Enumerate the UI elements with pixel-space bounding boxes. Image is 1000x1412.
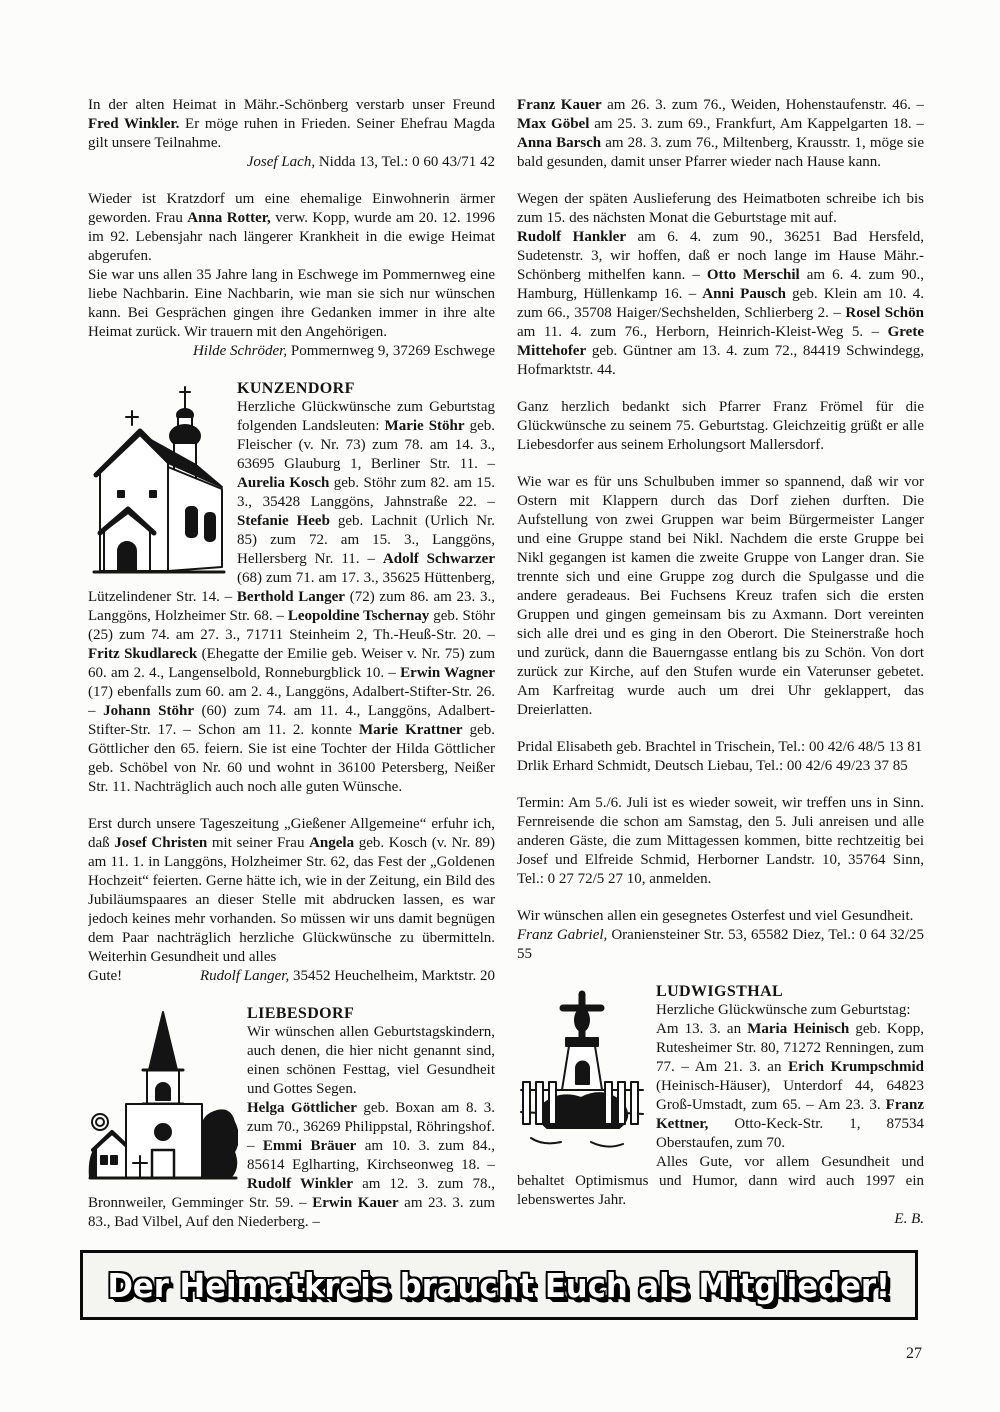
golden-wedding-closing: Gute! bbox=[88, 968, 123, 984]
membership-banner bbox=[80, 1250, 918, 1320]
klappern-story bbox=[517, 473, 924, 720]
golden-wedding-signature: Rudolf Langer, 35452 Heuchelheim, Marktstr. 20 bbox=[200, 968, 495, 984]
golden-wedding-text: Erst durch unsere Tageszeitung „Gießener Allgemeine“ erfuhr ich, daß Josef Christen mit seiner Frau Angela geb. Kosch (v. Nr. 89) am 11. 1. in Langgöns, Holzheimer Str. 62, das Fest der „Goldenen Hochzeit“ feierten. Gerne hätte ich, wie in der Zeitung, ein Bild des Jubiläumspaares an dieser Stelle mit abdrucken lassen, es war jedoch keines mehr vorhanden. So müssen wir uns damit begnügen dem Paar nachträglich herzliche Glückwünsche zu übermitteln. Weiterhin Gesundheit und alles bbox=[88, 816, 495, 965]
liebesdorf-church-illustration bbox=[88, 1006, 238, 1184]
left-column bbox=[88, 96, 495, 1248]
membership-banner-text: Der Heimatkreis braucht Euch als Mitglieder! bbox=[107, 1265, 891, 1305]
birthdays-continued-text: Franz Kauer am 26. 3. zum 76., Weiden, Hohenstaufenstr. 46. – Max Göbel am 25. 3. zum 69., Frankfurt, Am Kappelgarten 18. – Anna Barsch am 28. 3. zum 76., Miltenberg, Krausstr. 1, möge sie bald gesunden, damit unser Pfarrer wieder nach Hause kann. bbox=[517, 97, 924, 170]
birthdays-continued bbox=[517, 96, 924, 172]
ludwigsthal-heading: LUDWIGSTHAL bbox=[656, 983, 784, 1000]
obituary-rotter bbox=[88, 190, 495, 361]
liebesdorf-birthday-text: Helga Göttlicher geb. Boxan am 8. 3. zum 70., 36269 Philippstal, Röhringshof. – Emmi Bräuer am 10. 3. zum 84., 85614 Eglharting, Kirchseonweg 18. – Rudolf Winkler am 12. 3. zum 78., Bronnweiler, Gemminger Str. 59. – Erwin Kauer am 23. 3. zum 83., Bad Vilbel, Auf den Niederberg. – bbox=[88, 1100, 496, 1230]
contact-drlik: Drlik Erhard Schmidt, Deutsch Liebau, Tel.: 00 42/6 49/23 37 85 bbox=[517, 758, 908, 774]
obituary-winkler bbox=[88, 96, 495, 172]
klappern-story-text: Wie war es für uns Schulbuben immer so spannend, daß wir vor Ostern mit Klappern durch das Dorf ziehen durften. Die Aufstellung von zwei Gruppen war beim Bürgermeister Langer und eine Gruppe stand bei Nikl. Nachdem die erste Gruppe bei Nikl gegangen ist kamen die zweite Gruppe von Langer dran. Sie trennte sich und eine Gruppe zog durch die Spulgasse und die andere geradeaus. Bei Fuchsens Kreuz trafen sich die ersten Gruppen und gingen gemeinsam bis zu Axmann. Dort vereinten sich alle drei und es ging in den Oberort. Die Steinerstraße hoch und zurück, dann die Bauerngasse entlang bis zu Schön. Von dort zurück zur Kirche, auf den Stufen wurde ein Vaterunser gebetet. Am Karfreitag wurde auch um drei Uhr geklappert, das Dreierlatten. bbox=[517, 474, 924, 718]
kunzendorf-heading: KUNZENDORF bbox=[237, 380, 355, 397]
late-delivery-text: Wegen der späten Auslieferung des Heimatboten schreibe ich bis zum 15. des nächsten Monat die Geburtstage mit auf. bbox=[517, 191, 924, 226]
kunzendorf-birthday-text: Herzliche Glückwünsche zum Geburtstag folgenden Landsleuten: Marie Stöhr geb. Fleischer (v. Nr. 73) zum 78. am 14. 3., 63695 Glauburg 1, Berliner Str. 11. – Aurelia Kosch geb. Stöhr zum 82. am 15. 3., 35428 Langgöns, Jahnstraße 22. – Stefanie Heeb geb. Lachnit (Urlich Nr. 85) zum 72. am 15. 3., Langgöns, Hellersberg Nr. 11. – Adolf Schwarzer (68) zum 71. am 17. 3., 35625 Hüttenberg, Lützelindener Str. 14. – Berthold Langer (72) zum 86. am 23. 3., Langgöns, Holzheimer Str. 68. – Leopoldine Tschernay geb. Stöhr (25) zum 74. am 27. 3., 71711 Steinheim 2, Th.-Heuß-Str. 20. – Fritz Skudlareck (Ehegatte der Emilie geb. Weiser v. Nr. 75) zum 60. am 2. 4., Langenselbold, Ronneburgblick 10. – Erwin Wagner (17) ebenfalls zum 60. am 2. 4., Langgöns, Adalbert-Stifter-Str. 26. – Johann Stöhr (60) zum 74. am 11. 4., Langgöns, Adalbert-Stifter-Str. 17. – Schon am 11. 2. konnte Marie Krattner geb. Göttlicher den 65. feiern. Sie ist eine Tochter der Hilda Göttlicher geb. Schöbel von Nr. 60 und wohnt in 36100 Petersberg, Neißer Str. 11. Nachträglich auch noch alle guten Wünsche. bbox=[88, 399, 496, 795]
section-liebesdorf bbox=[88, 1004, 495, 1232]
obituary-rotter-signature: Hilde Schröder, Pommernweg 9, 37269 Eschwege bbox=[192, 343, 495, 359]
section-ludwigsthal bbox=[517, 982, 924, 1229]
two-column-text-area bbox=[88, 96, 924, 1248]
golden-wedding-closing-line bbox=[88, 967, 495, 986]
froemel-thanks-note bbox=[517, 398, 924, 455]
termin-note bbox=[517, 794, 924, 889]
april-birthdays-text: Rudolf Hankler am 6. 4. zum 90., 36251 Bad Hersfeld, Sudetenstr. 3, wir hoffen, daß er noch lange im Hause Mähr.-Schönberg mithelfen kann. – Otto Merschil am 6. 4. zum 90., Hamburg, Hüllenkamp 16. – Anni Pausch geb. Klein am 10. 4. zum 66., 35708 Haiger/Sechshelden, Schlierberg 2. – Rosel Schön am 11. 4. zum 76., Herborn, Heinrich-Kleist-Weg 5. – Grete Mittehofer geb. Güntner am 13. 4. zum 72., 84419 Schwindegg, Hofmarktstr. 44. bbox=[517, 229, 924, 378]
contact-pridal: Pridal Elisabeth geb. Brachtel in Trischein, Tel.: 00 42/6 48/5 13 81 bbox=[517, 739, 923, 755]
ludwigsthal-closing-text: Alles Gute, vor allem Gesundheit und behaltet Optimismus und Humor, dann wird auch 1997 ein lebenswertes Jahr. bbox=[517, 1154, 924, 1208]
easter-wishes-text: Wir wünschen allen ein gesegnetes Osterfest und viel Gesundheit. bbox=[517, 908, 914, 924]
froemel-thanks-text: Ganz herzlich bedankt sich Pfarrer Franz Frömel für die Glückwünsche zu seinem 75. Geburtstag. Gleichzeitig grüßt er alle Liebesdorfer aus seinem Erholungsort Mallersdorf. bbox=[517, 399, 924, 453]
contact-addresses bbox=[517, 738, 924, 776]
liebesdorf-intro-text: Wir wünschen allen Geburtstagskindern, auch denen, die hier nicht genannt sind, einen schönen Festtag, viel Gesundheit und Gottes Segen. bbox=[247, 1024, 495, 1097]
termin-text: Termin: Am 5./6. Juli ist es wieder soweit, wir treffen uns in Sinn. Fernreisende die schon am Samstag, den 5. Juli anreisen und alle anderen Gäste, die zum Mittagessen kommen, bitte rechtzeitig bei Josef und Elfreide Schmid, Herborner Landstr. 10, 35764 Sinn, Tel.: 0 27 72/5 27 10, anmelden. bbox=[517, 795, 924, 887]
obituary-rotter-text-2: Sie war uns allen 35 Jahre lang in Eschwege im Pommernweg eine liebe Nachbarin. Eine Nachbarin, wie man sie sich nur wünschen kann. Bei Gesprächen gingen ihre Gedanken immer in ihre alte Heimat zurück. Wir trauern mit den Angehörigen. bbox=[88, 267, 495, 340]
easter-wishes bbox=[517, 907, 924, 964]
golden-wedding-note bbox=[88, 815, 495, 986]
page-number: 27 bbox=[906, 1345, 922, 1362]
obituary-winkler-signature: Josef Lach, Nidda 13, Tel.: 0 60 43/71 42 bbox=[246, 154, 495, 170]
ludwigsthal-monument-illustration bbox=[517, 984, 647, 1154]
kunzendorf-church-illustration bbox=[88, 381, 228, 581]
obituary-rotter-text-1: Wieder ist Kratzdorf um eine ehemalige Einwohnerin ärmer geworden. Frau Anna Rotter, verw. Kopp, wurde am 20. 12. 1996 im 92. Lebensjahr nach längerer Krankheit in die ewige Heimat abgerufen. bbox=[88, 191, 496, 264]
ludwigsthal-signature: E. B. bbox=[894, 1211, 924, 1227]
section-kunzendorf bbox=[88, 379, 495, 797]
easter-wishes-signature: Franz Gabriel, Oraniensteiner Str. 53, 65582 Diez, Tel.: 0 64 32/25 55 bbox=[517, 927, 924, 962]
obituary-winkler-text: In der alten Heimat in Mähr.-Schönberg verstarb unser Freund Fred Winkler. Er möge ruhen in Frieden. Seiner Ehefrau Magda gilt unsere Teilnahme. bbox=[88, 97, 495, 151]
right-column bbox=[517, 96, 924, 1248]
ludwigsthal-intro-text: Herzliche Glückwünsche zum Geburtstag: bbox=[656, 1002, 911, 1018]
ludwigsthal-birthday-text: Am 13. 3. an Maria Heinisch geb. Kopp, Rutesheimer Str. 80, 71272 Renningen, zum 77. – Am 21. 3. an Erich Krumpschmid (Heinisch-Häuser), Unterdorf 44, 64823 Groß-Umstadt, zum 65. – Am 23. 3. Franz Kettner, Otto-Keck-Str. 1, 87534 Oberstaufen, zum 70. bbox=[656, 1021, 924, 1151]
late-delivery-note bbox=[517, 190, 924, 380]
liebesdorf-heading: LIEBESDORF bbox=[247, 1005, 355, 1022]
